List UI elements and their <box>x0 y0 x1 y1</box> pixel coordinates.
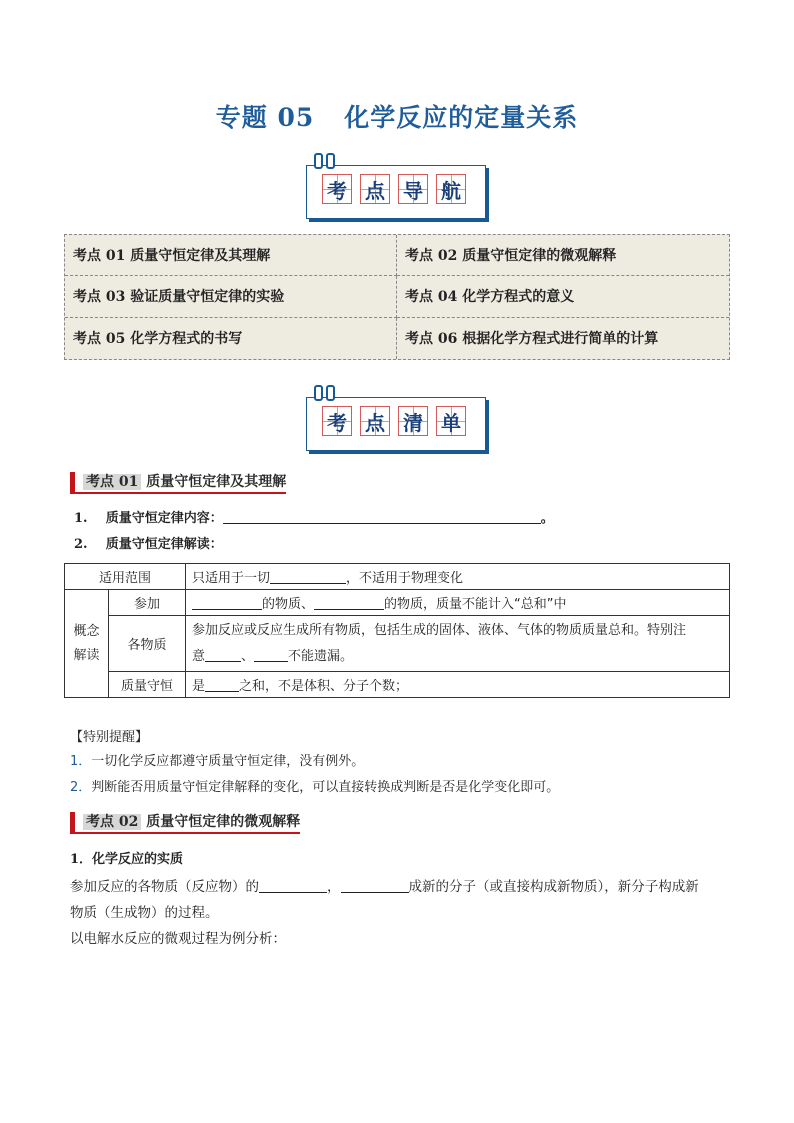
banner-char: 单 <box>436 406 466 436</box>
banner-list <box>306 392 486 450</box>
banner-cells <box>322 406 466 436</box>
row-content: 只适用于一切 ，不适用于物理变化 <box>186 564 730 590</box>
item-2: 2. 质量守恒定律解读： <box>74 537 223 552</box>
section-tag: 考点 02 <box>83 814 141 830</box>
row-head: 适用范围 <box>65 564 186 590</box>
title-text: 化学反应的定量关系 <box>344 103 579 132</box>
fill-blank[interactable] <box>254 647 288 662</box>
remark-title: 【特别提醒】 <box>70 730 149 745</box>
banner-char: 航 <box>436 174 466 204</box>
banner-nav <box>306 160 486 218</box>
section-header-01 <box>70 472 286 494</box>
binder-rings-icon <box>314 385 338 401</box>
page-title <box>0 98 794 134</box>
row-head: 参加 <box>109 590 186 616</box>
nav-item[interactable]: 考点 02 质量守恒定律的微观解释 <box>397 235 729 276</box>
group-head: 概念 解读 <box>65 590 109 698</box>
section-tag: 考点 01 <box>83 474 141 490</box>
banner-char: 导 <box>398 174 428 204</box>
interpretation-table <box>64 563 730 698</box>
fill-blank[interactable] <box>341 878 409 893</box>
banner-cells <box>322 174 466 204</box>
nav-item[interactable]: 考点 03 验证质量守恒定律的实验 <box>65 276 397 317</box>
row-content: 参加反应或反应生成所有物质，包括生成的固体、液体、气体的物质质量总和。特别注 意 、 不能遗漏。 <box>186 616 730 672</box>
table-row <box>65 590 730 616</box>
fill-blank[interactable] <box>205 647 241 662</box>
nav-table <box>64 234 730 360</box>
fill-blank[interactable] <box>314 595 384 610</box>
row-content: 是 之和，不是体积、分子个数； <box>186 672 730 698</box>
nav-item[interactable]: 考点 04 化学方程式的意义 <box>397 276 729 317</box>
item-1: 1. 质量守恒定律内容： 。 <box>74 511 554 526</box>
banner-char: 考 <box>322 174 352 204</box>
table-row <box>65 616 730 672</box>
banner-char: 清 <box>398 406 428 436</box>
fill-blank[interactable] <box>270 569 346 584</box>
fill-blank[interactable] <box>192 595 262 610</box>
table-row <box>65 564 730 590</box>
banner-char: 考 <box>322 406 352 436</box>
title-number: 专题 05 <box>215 103 315 132</box>
section-title: 质量守恒定律及其理解 <box>146 474 287 490</box>
paragraph: 参加反应的各物质（反应物）的 ， 成新的分子（或直接构成新物质），新分子构成新 <box>70 879 699 895</box>
subheading: 1．化学反应的实质 <box>70 852 184 867</box>
nav-item[interactable]: 考点 06 根据化学方程式进行简单的计算 <box>405 331 659 348</box>
banner-char: 点 <box>360 174 390 204</box>
fill-blank[interactable] <box>223 509 541 524</box>
section-header-02 <box>70 812 300 834</box>
fill-blank[interactable] <box>259 878 327 893</box>
nav-item[interactable]: 考点 01 质量守恒定律及其理解 <box>65 235 397 276</box>
binder-rings-icon <box>314 153 338 169</box>
table-row <box>65 672 730 698</box>
paragraph: 物质（生成物）的过程。 <box>70 905 219 921</box>
section-title: 质量守恒定律的微观解释 <box>146 814 301 830</box>
row-head: 质量守恒 <box>109 672 186 698</box>
nav-item[interactable]: 考点 05 化学方程式的书写 <box>65 318 397 359</box>
paragraph: 以电解水反应的微观过程为例分析： <box>70 931 286 947</box>
row-head: 各物质 <box>109 616 186 672</box>
banner-char: 点 <box>360 406 390 436</box>
fill-blank[interactable] <box>205 677 239 692</box>
remark-item: 1．一切化学反应都遵守质量守恒定律，没有例外。 <box>70 754 365 769</box>
row-content: 的物质、 的物质，质量不能计入“总和”中 <box>186 590 730 616</box>
remark-item: 2．判断能否用质量守恒定律解释的变化，可以直接转换成判断是否是化学变化即可。 <box>70 780 560 795</box>
